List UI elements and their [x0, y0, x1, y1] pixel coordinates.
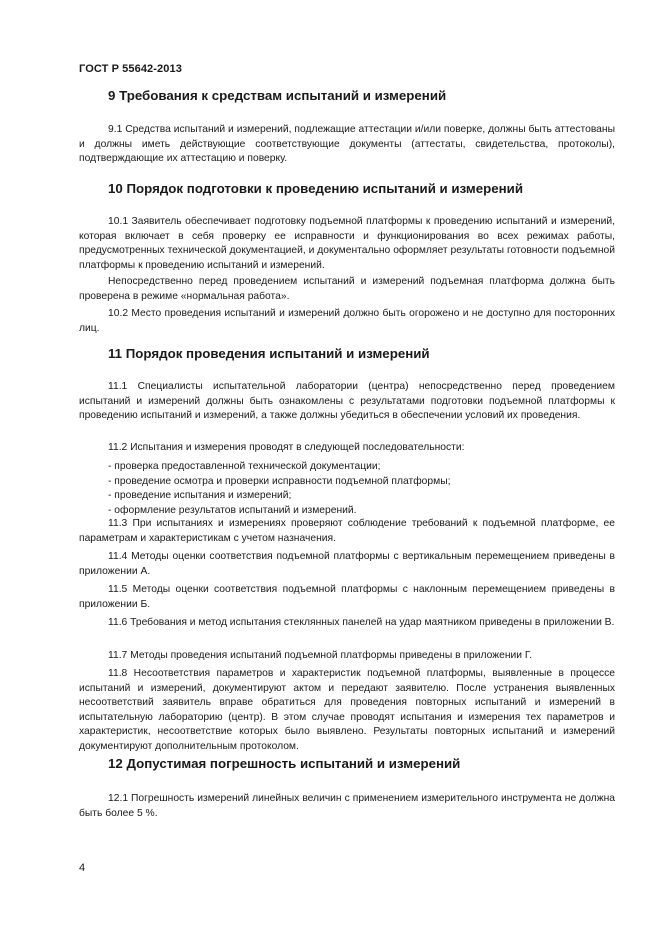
- paragraph-11-4: 11.4 Методы оценки соответствия подъемной платформы с вертикальным перемещением приведены в приложении А.: [79, 551, 615, 577]
- paragraph-11-3: 11.3 При испытаниях и измерениях проверяют соблюдение требований к подъемной платформе, ее параметрам и характеристикам с учетом назначения.: [79, 518, 615, 544]
- section-10-body-2: [79, 275, 615, 304]
- section-11-body-2: [79, 441, 615, 456]
- section-11-body-3: [79, 517, 615, 546]
- paragraph-11-6: 11.6 Требования и метод испытания стеклянных панелей на удар маятником приведены в приложении В.: [108, 617, 615, 628]
- paragraph-10-2: 10.2 Место проведения испытаний и измерений должно быть огорожено и не доступно для посторонних лиц.: [79, 308, 615, 334]
- section-9-body: [79, 123, 615, 167]
- section-11-title: 11 Порядок проведения испытаний и измерений: [108, 346, 430, 361]
- paragraph-10-1-note: Непосредственно перед проведением испытаний и измерений подъемная платформа должна быть проверена в режиме «нормальная работа».: [79, 276, 615, 302]
- paragraph-11-5: 11.5 Методы оценки соответствия подъемной платформы с наклонным перемещением приведены в приложении Б.: [79, 584, 615, 610]
- section-11-body-7: [79, 649, 615, 664]
- section-11-body-8: [79, 667, 615, 755]
- section-12-body: [79, 792, 615, 821]
- section-10-title: 10 Порядок подготовки к проведению испытаний и измерений: [108, 181, 524, 196]
- paragraph-11-1: 11.1 Специалисты испытательной лаборатории (центра) непосредственно перед проведением испытаний и измерений должны быть ознакомлены с результатами подготовки подъемной платформы к проведению испытаний и измерений, а также должны убедиться в обеспечении условий их проведения.: [79, 381, 615, 422]
- page-number: 4: [79, 862, 86, 874]
- section-10-body-3: [79, 307, 615, 336]
- section-10: [79, 181, 615, 197]
- paragraph-12-1: 12.1 Погрешность измерений линейных величин с применением измерительного инструмента не должна быть более 5 %.: [79, 793, 615, 819]
- section-9: [79, 88, 615, 104]
- document-code: ГОСТ Р 55642-2013: [79, 63, 182, 75]
- paragraph-10-1: 10.1 Заявитель обеспечивает подготовку подъемной платформы к проведению испытаний и измерений, которая включает в себя проверку ее исправности и функционирования во всех режимах работы, предусмотренных технической документацией, и документально оформляет результаты готовности подъемной платформы к проведению испытаний и измерений.: [79, 216, 615, 271]
- section-9-title: 9 Требования к средствам испытаний и измерений: [108, 88, 447, 103]
- section-10-body: [79, 215, 615, 273]
- sequence-list: [79, 460, 615, 518]
- list-item: - проведение осмотра и проверки исправности подъемной платформы;: [108, 475, 451, 487]
- section-11-body-4: [79, 550, 615, 579]
- section-12-title: 12 Допустимая погрешность испытаний и измерений: [108, 756, 461, 771]
- section-11-body-1: [79, 380, 615, 424]
- section-11: [79, 346, 615, 362]
- paragraph-11-2: 11.2 Испытания и измерения проводят в следующей последовательности:: [108, 442, 465, 453]
- paragraph-11-8: 11.8 Несоответствия параметров и характеристик подъемной платформы, выявленные в процессе испытаний и измерений, документируют актом и передают заявителю. После устранения выявленных несоответствий заявитель вправе обратиться для проведения повторных испытаний и измерений в испытательную лабораторию (центр). В этом случае проводят испытания и измерения тех параметров и характеристик, несоответствие которых было выявлено. Результаты повторных испытаний и измерений документируют дополнительным протоколом.: [79, 668, 615, 752]
- paragraph-9-1: 9.1 Средства испытаний и измерений, подлежащие аттестации и/или поверке, должны быть аттестованы и должны иметь действующие соответствующие документы (аттестаты, свидетельства, протоколы), подтверждающие их аттестацию и поверку.: [79, 124, 615, 165]
- paragraph-11-7: 11.7 Методы проведения испытаний подъемной платформы приведены в приложении Г.: [108, 650, 533, 661]
- section-11-body-5: [79, 583, 615, 612]
- list-item: - проведение испытания и измерений;: [108, 490, 292, 502]
- list-item: - проверка предоставленной технической документации;: [108, 461, 381, 472]
- list-item: - оформление результатов испытаний и измерений.: [108, 504, 357, 516]
- section-11-body-6: [79, 616, 615, 631]
- section-12: [79, 756, 615, 772]
